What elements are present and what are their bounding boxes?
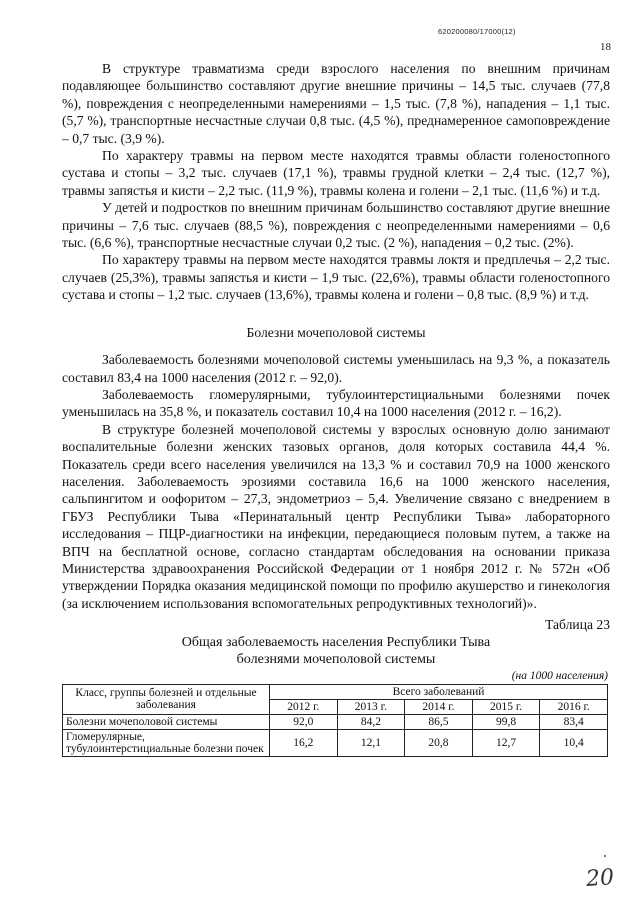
class-column-header: Класс, группы болезней и отдельные заболевания <box>63 684 270 714</box>
page-number: 18 <box>600 41 611 53</box>
paragraph-adult-injury-types: По характеру травмы на первом месте находятся травмы области голеностопного сустава и стопы – 3,2 тыс. случаев (17,1 %), травмы грудной клетки – 2,4 тыс. (12,7 %), травмы запястья и кисти – 2,2 тыс. (11,9 %), травмы колена и голени – 2,1 тыс. (11,6 %) и т.д. <box>62 148 610 198</box>
paragraph-child-injury-types: По характеру травмы на первом месте находятся травмы локтя и предплечья – 2,2 тыс. случаев (25,3%), травмы запястья и кисти – 1,9 тыс. (22,6%), травмы области голеностопного сустава и стопы – 1,2 тыс. случаев (13,6%), травмы колена и голени – 0,8 тыс. (8,9 %) и т.д. <box>62 252 610 303</box>
table-cell: 12,7 <box>472 729 540 756</box>
table-header-row <box>63 684 608 699</box>
table-title-line2: болезнями мочеполовой системы <box>236 651 436 667</box>
page-body <box>62 60 610 757</box>
handwritten-page-number: 20 <box>585 865 615 892</box>
section-title: Болезни мочеполовой системы <box>246 324 426 340</box>
row-label: Болезни мочеполовой системы <box>63 714 270 729</box>
row-label: Гломерулярные, тубулоинтерстициальные болезни почек <box>63 729 270 756</box>
year-header: 2014 г. <box>405 699 473 714</box>
table-cell: 99,8 <box>472 714 540 729</box>
table-cell: 16,2 <box>270 729 338 756</box>
total-group-header: Всего заболеваний <box>270 684 608 699</box>
year-header: 2016 г. <box>540 699 608 714</box>
table-cell: 92,0 <box>270 714 338 729</box>
year-header: 2015 г. <box>472 699 540 714</box>
morbidity-table <box>62 684 608 757</box>
table-cell: 10,4 <box>540 729 608 756</box>
table-cell: 20,8 <box>405 729 473 756</box>
paragraph-child-injury-causes: У детей и подростков по внешним причинам большинство составляют другие внешние причины – 7,6 тыс. случаев (88,5 %), повреждения с неопределенными намерениями – 0,6 тыс. (6,6 %), транспортные несчастные случаи 0,2 тыс. (2 %), нападения – 0,2 тыс. (2%). <box>62 200 610 251</box>
paragraph-kidney-incidence: Заболеваемость гломерулярными, тубулоинтерстициальными болезнями почек уменьшилась на 35,8 %, и показатель составил 10,4 на 1000 населения (2012 г. – 16,2). <box>62 386 610 420</box>
year-header: 2012 г. <box>270 699 338 714</box>
paragraph-genitourinary-incidence: Заболеваемость болезнями мочеполовой системы уменьшилась на 9,3 %, а показатель составил 83,4 на 1000 населения (2012 г. – 92,0). <box>62 352 610 385</box>
table-cell: 86,5 <box>405 714 473 729</box>
paragraph-adult-injury-causes: В структуре травматизма среди взрослого населения по внешним причинам подавляющее большинство составляют другие внешние причины – 14,5 тыс. случаев (77,8 %), повреждения с неопределенными намерениями – 1,5 тыс. (7,8 %), нападения – 1,1 тыс. (5,7 %), транспортные несчастные случаи 0,8 тыс. (4,5 %), преднамеренное самоповреждение – 0,7 тыс. (3,9 %). <box>62 61 610 146</box>
document-id: 620200080/17000(12) <box>438 27 516 36</box>
paragraph-genitourinary-structure: В структуре болезней мочеполовой системы у взрослых основную долю занимают воспалительные болезни женских тазовых органов, доля которых составила 44,4 %. Показатель среди всего населения увеличился на 13,3 % и составил 70,9 на 1000 женского населения. Заболеваемость эрозиями составила 16,6 на 1000 женского населения, сальпингитом и оофоритом – 27,3, эндометриоз – 5,4. Увеличение связано с внедрением в ГБУЗ Республики Тыва «Перинатальный центр Республики Тыва» лабораторного исследования – ПЦР-диагностики на инфекции, передающиеся половым путем, а также на ВПЧ на бесплатной основе, согласно стандартам обследования на основании приказа Министерства здравоохранения Российской Федерации от 1 ноября 2012 г. № 572н «Об утверждении Порядка оказания медицинской помощи по профилю акушерство и гинекология (за исключением использования вспомогательных репродуктивных технологий)». <box>62 421 610 611</box>
table-caption: Таблица 23 <box>545 617 610 633</box>
table-title-line1: Общая заболеваемость населения Республики Тыва <box>181 634 491 650</box>
table-row <box>63 714 608 729</box>
year-header: 2013 г. <box>337 699 405 714</box>
table-cell: 83,4 <box>540 714 608 729</box>
scan-speck <box>604 855 606 857</box>
table-unit: (на 1000 населения) <box>511 669 608 682</box>
table-row <box>63 729 608 756</box>
table-cell: 84,2 <box>337 714 405 729</box>
table-cell: 12,1 <box>337 729 405 756</box>
